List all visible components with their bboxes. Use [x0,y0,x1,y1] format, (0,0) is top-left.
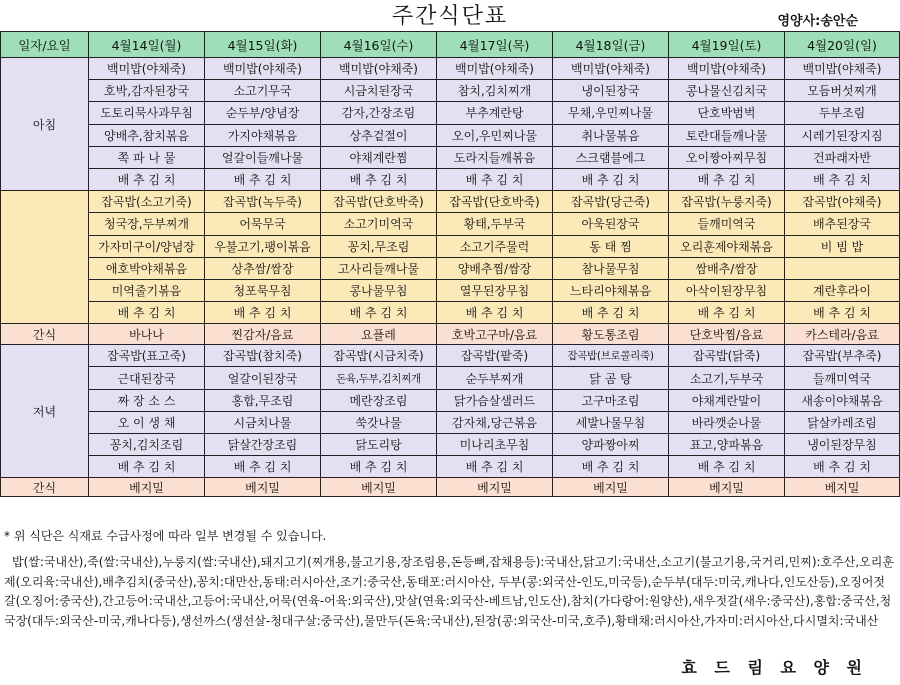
menu-cell: 미역줄기볶음 [89,279,205,301]
menu-cell: 도라지들깨볶음 [437,146,553,168]
menu-cell: 상추쌈/쌈장 [205,257,321,279]
menu-cell: 청포묵무침 [205,279,321,301]
menu-cell: 표고,양파볶음 [669,434,785,456]
menu-cell: 냉이된장국 [553,80,669,102]
lunch-row [1,235,900,257]
snack-cell: 베지밀 [437,478,553,497]
menu-cell: 황태,두부국 [437,213,553,235]
menu-cell: 오리훈제야채볶음 [669,235,785,257]
menu-cell: 배 추 김 치 [669,456,785,478]
menu-cell: 참나물무침 [553,257,669,279]
snack-cell: 베지밀 [205,478,321,497]
menu-cell: 배 추 김 치 [785,456,900,478]
menu-cell: 양배추찜/쌈장 [437,257,553,279]
menu-cell: 소고기주물럭 [437,235,553,257]
menu-cell: 참치,김치찌개 [437,80,553,102]
menu-cell: 감자,간장조림 [321,102,437,124]
menu-cell: 닭가슴살샐러드 [437,389,553,411]
column-header-day: 4월20일(일) [785,32,900,58]
lunch-row [1,257,900,279]
menu-cell: 꽁치,무조림 [321,235,437,257]
menu-cell: 비 빔 밥 [785,235,900,257]
menu-cell: 잡곡밥(단호박죽) [321,191,437,213]
menu-cell: 양파짱아찌 [553,434,669,456]
menu-cell: 배 추 김 치 [205,456,321,478]
menu-cell: 꽁치,김치조림 [89,434,205,456]
menu-cell: 건파래자반 [785,146,900,168]
menu-cell: 배 추 김 치 [89,456,205,478]
snack-cell: 베지밀 [321,478,437,497]
menu-cell: 배 추 김 치 [89,168,205,190]
snack-cell: 베지밀 [785,478,900,497]
column-header-day: 4월19일(토) [669,32,785,58]
menu-cell: 두부조림 [785,102,900,124]
menu-cell: 잡곡밥(표고죽) [89,345,205,367]
menu-cell: 들깨미역국 [669,213,785,235]
menu-cell: 짜 장 소 스 [89,389,205,411]
menu-cell: 아욱된장국 [553,213,669,235]
menu-cell: 백미밥(야채죽) [437,58,553,80]
dinner-row [1,389,900,411]
page-title: 주간식단표 [391,4,509,29]
menu-cell: 배 추 김 치 [321,168,437,190]
header [0,0,900,31]
menu-cell: 쌈배추/쌈장 [669,257,785,279]
menu-cell: 배 추 김 치 [321,456,437,478]
change-notice: * 위 식단은 식재료 수급사정에 따라 일부 변경될 수 있습니다. [4,529,327,543]
menu-cell: 백미밥(야채죽) [205,58,321,80]
dinner-row [1,434,900,456]
snack-cell: 찐감자/음료 [205,324,321,345]
menu-cell: 백미밥(야채죽) [669,58,785,80]
snack-cell: 단호박찜/음료 [669,324,785,345]
menu-cell: 상추겉절이 [321,124,437,146]
dinner-row [1,456,900,478]
menu-cell: 고사리들깨나물 [321,257,437,279]
snack-cell: 바나나 [89,324,205,345]
menu-cell: 오이,우민찌나물 [437,124,553,146]
snack-cell: 베지밀 [669,478,785,497]
snack2-row [1,478,900,497]
menu-cell: 배 추 김 치 [321,302,437,324]
menu-cell: 시금치나물 [205,411,321,433]
menu-cell: 배 추 김 치 [785,302,900,324]
menu-cell: 배 추 김 치 [553,302,669,324]
breakfast-row [1,80,900,102]
menu-cell: 잡곡밥(소고기죽) [89,191,205,213]
snack-cell: 요플레 [321,324,437,345]
menu-cell: 스크램블에그 [553,146,669,168]
snack-cell: 호박고구마/음료 [437,324,553,345]
menu-cell: 배 추 김 치 [669,302,785,324]
menu-cell: 배 추 김 치 [437,456,553,478]
menu-cell: 미나리초무침 [437,434,553,456]
menu-cell: 배 추 김 치 [785,168,900,190]
breakfast-row [1,146,900,168]
dinner-row [1,411,900,433]
menu-cell: 열무된장무침 [437,279,553,301]
menu-cell: 단호박범벅 [669,102,785,124]
menu-cell: 콩나물신김치국 [669,80,785,102]
menu-cell: 부추계란탕 [437,102,553,124]
menu-cell: 시금치된장국 [321,80,437,102]
menu-cell: 콩나물무침 [321,279,437,301]
snack-cell: 황도통조림 [553,324,669,345]
menu-cell: 배 추 김 치 [89,302,205,324]
column-header-day: 4월15일(화) [205,32,321,58]
menu-cell: 백미밥(야채죽) [89,58,205,80]
menu-cell: 얼갈이들깨나물 [205,146,321,168]
menu-cell: 배 추 김 치 [553,456,669,478]
menu-cell: 잡곡밥(팥죽) [437,345,553,367]
menu-cell: 잡곡밥(닭죽) [669,345,785,367]
dinner-row [1,367,900,389]
breakfast-row [1,168,900,190]
menu-cell: 백미밥(야채죽) [553,58,669,80]
breakfast-row [1,58,900,80]
menu-cell: 잡곡밥(부추죽) [785,345,900,367]
breakfast-row [1,124,900,146]
menu-cell: 돈육,두부,김치찌개 [321,367,437,389]
menu-cell: 시레기된장지짐 [785,124,900,146]
lunch-row [1,279,900,301]
column-header-date: 일자/요일 [1,32,89,58]
menu-cell: 닭 곰 탕 [553,367,669,389]
menu-cell: 고구마조림 [553,389,669,411]
menu-cell: 잡곡밥(시금치죽) [321,345,437,367]
menu-cell: 배 추 김 치 [205,302,321,324]
menu-cell: 취나물볶음 [553,124,669,146]
menu-cell: 잡곡밥(참치죽) [205,345,321,367]
menu-cell: 모듬버섯찌개 [785,80,900,102]
snack-cell: 베지밀 [553,478,669,497]
menu-cell: 토란대들깨나물 [669,124,785,146]
menu-cell: 순두부/양념장 [205,102,321,124]
menu-cell: 냉이된장무침 [785,434,900,456]
facility-name: 효 드 림 요 양 원 [681,658,868,677]
menu-cell: 홍합,무조림 [205,389,321,411]
menu-cell: 잡곡밥(브로콜리죽) [553,345,669,367]
menu-cell: 잡곡밥(야채죽) [785,191,900,213]
dinner-row [1,345,900,367]
menu-cell: 애호박야채볶음 [89,257,205,279]
menu-cell: 얼갈이된장국 [205,367,321,389]
snack-cell: 베지밀 [89,478,205,497]
menu-cell: 닭도리탕 [321,434,437,456]
weekly-menu-table [0,31,900,497]
lunch-row [1,302,900,324]
menu-cell: 감자채,당근볶음 [437,411,553,433]
column-header-day: 4월17일(목) [437,32,553,58]
menu-cell: 바라깻순나물 [669,411,785,433]
menu-cell: 오이짱아찌무침 [669,146,785,168]
origin-info: 밥(쌀:국내산),죽(쌀:국내산),누룽지(쌀:국내산),돼지고기(찌개용,불고기용,장조림용,돈등뼈,잡채용등):국내산,닭고기:국내산,소고기(불고기용,국거리,민찌):호주산,오리훈제(오리육:국내산),배추김치(중국산),꽁치:대만산,동태:러시아산,조기:중국산,동태포:러시아산, 두부(콩:외국산-인도,미국등),순두부(대두:미국,캐나다,인도산등),오징어젓갈(오징어:중국산),간고등어:국내산,고등어:국내산,어묵(연육-어육:외국산),맛살(연육:외국산-베트남,인도산),참치(가다랑어:원양산),새우젓갈(새우:중국산),홍합:중국산,청국장(대두:외국산-미국,캐나다등),생선까스(생선살-청대구살:중국산),물만두(돈육:국내산),된장(콩:외국산-미국,호주),황태채:러시아산,가자미:러시아산,다시멸치:국내산 [4,555,894,628]
column-header-day: 4월14일(월) [89,32,205,58]
snack-cell: 카스테라/음료 [785,324,900,345]
menu-cell: 닭살간장조림 [205,434,321,456]
menu-cell: 잡곡밥(녹두죽) [205,191,321,213]
menu-cell: 느타리야채볶음 [553,279,669,301]
menu-cell: 계란후라이 [785,279,900,301]
menu-cell: 백미밥(야채죽) [321,58,437,80]
menu-cell: 소고기무국 [205,80,321,102]
menu-cell: 새송이야채볶음 [785,389,900,411]
menu-cell: 배 추 김 치 [437,168,553,190]
column-header-day: 4월16일(수) [321,32,437,58]
menu-cell: 가지야채볶음 [205,124,321,146]
lunch-row [1,213,900,235]
menu-cell: 세발나물무침 [553,411,669,433]
menu-cell: 청국장,두부찌개 [89,213,205,235]
snack1-row [1,324,900,345]
menu-cell: 어묵무국 [205,213,321,235]
menu-cell: 잡곡밥(누룽지죽) [669,191,785,213]
menu-cell: 배 추 김 치 [669,168,785,190]
menu-cell: 야채계란말이 [669,389,785,411]
menu-cell: 동 태 찜 [553,235,669,257]
snack2-label: 간식 [1,478,89,497]
menu-cell: 순두부찌개 [437,367,553,389]
lunch-row [1,191,900,213]
menu-cell: 오 이 생 채 [89,411,205,433]
menu-cell: 배 추 김 치 [553,168,669,190]
menu-cell: 백미밥(야채죽) [785,58,900,80]
breakfast-row [1,102,900,124]
menu-cell: 근대된장국 [89,367,205,389]
menu-cell: 잡곡밥(당근죽) [553,191,669,213]
menu-cell [785,257,900,279]
dietitian-label: 영양사:송안순 [777,14,858,29]
menu-cell: 도토리묵사과무침 [89,102,205,124]
menu-cell: 배 추 김 치 [205,168,321,190]
menu-cell: 메란장조림 [321,389,437,411]
menu-cell: 호박,감자된장국 [89,80,205,102]
dinner-label: 저녁 [1,345,89,478]
menu-cell: 야채계란찜 [321,146,437,168]
snack1-label: 간식 [1,324,89,345]
breakfast-label: 아침 [1,58,89,191]
menu-cell: 아삭이된장무침 [669,279,785,301]
menu-cell: 배추된장국 [785,213,900,235]
lunch-label [1,191,89,324]
menu-cell: 잡곡밥(단호박죽) [437,191,553,213]
menu-cell: 무채,우민찌나물 [553,102,669,124]
menu-cell: 배 추 김 치 [437,302,553,324]
menu-cell: 가자미구이/양념장 [89,235,205,257]
menu-cell: 소고기미역국 [321,213,437,235]
menu-cell: 들깨미역국 [785,367,900,389]
menu-cell: 닭살카레조림 [785,411,900,433]
menu-cell: 소고기,두부국 [669,367,785,389]
menu-cell: 우불고기,팽이볶음 [205,235,321,257]
menu-cell: 쑥갓나물 [321,411,437,433]
menu-cell: 쪽 파 나 물 [89,146,205,168]
column-header-day: 4월18일(금) [553,32,669,58]
menu-cell: 양배추,참치볶음 [89,124,205,146]
header-row [1,32,900,58]
